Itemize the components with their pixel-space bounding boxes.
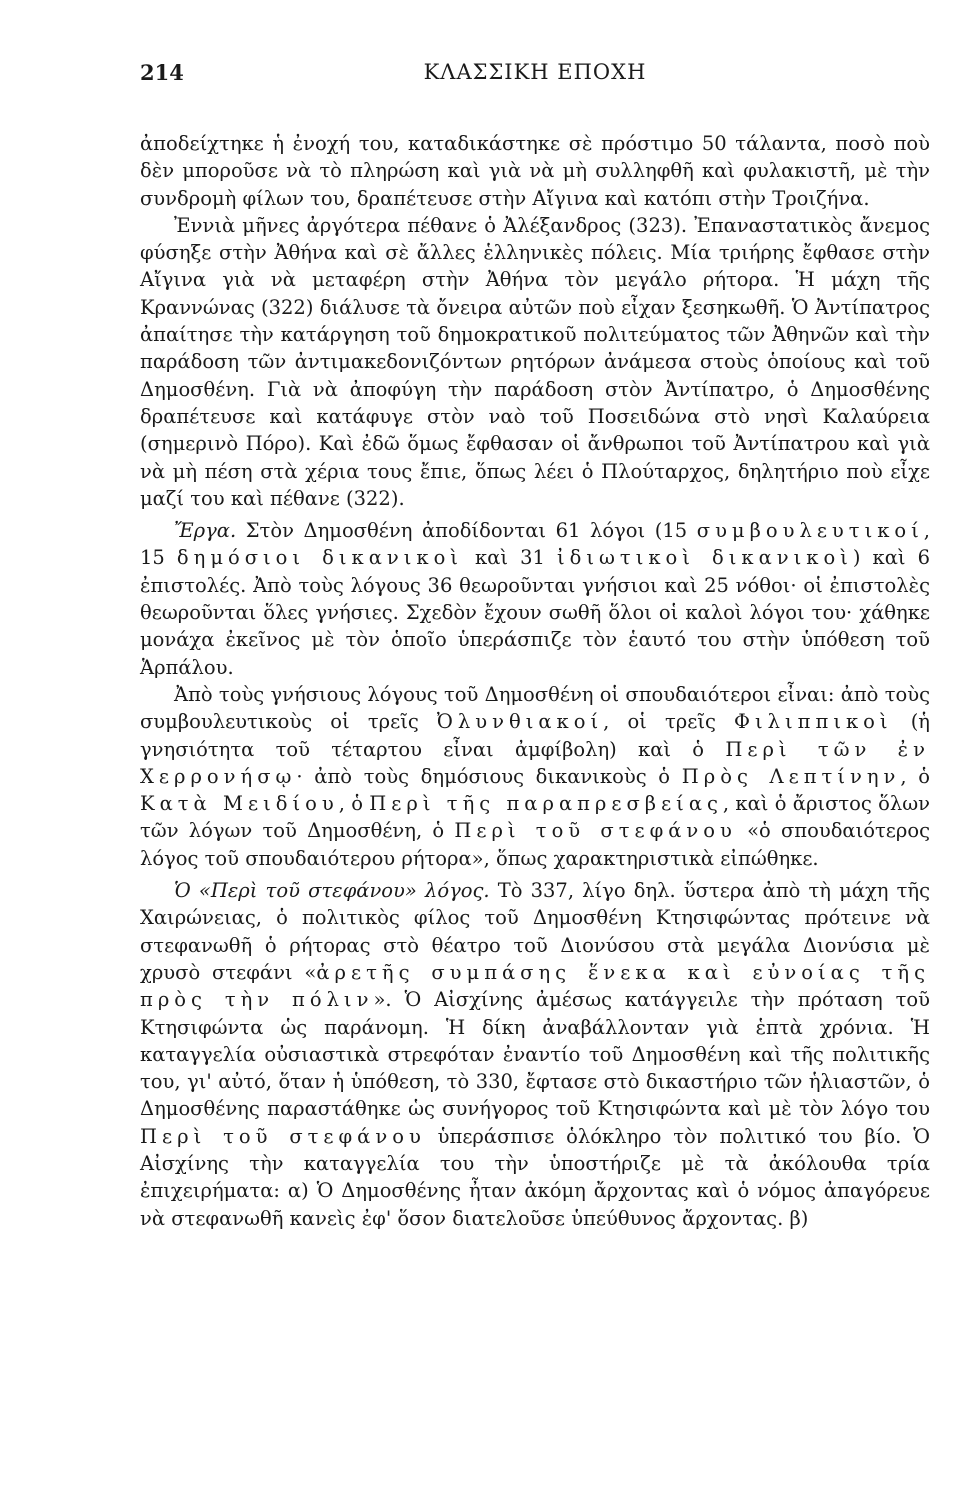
paragraph-1: ἀποδείχτηκε ἡ ἐνοχή του, καταδικάστηκε σὲ πρόστιμο 50 τάλαντα, ποσὸ ποὺ δὲν μποροῦσε νὰ τὸ πληρώση καὶ γιὰ νὰ μὴ συλληφθῆ καὶ φυλακιστῆ, μὲ τὴν συνδρομὴ φίλων του, δραπέτευσε στὴν Αἴγινα καὶ κατόπι στὴν Τροιζήνα. [140,132,930,210]
text-run: Ἀπὸ τοὺς γνήσιους λόγους τοῦ Δημοσθένη οἱ σπουδαιότεροι εἶναι: ἀπὸ τοὺς συμβουλευτικοὺς οἱ τρεῖς [140,682,930,734]
paragraph-works [140,517,930,681]
text-run: «ὁ σπουδαιότερος λόγος τοῦ σπουδαιότερου ρήτορα», ὅπως χαρακτηριστικὰ εἰπώθηκε. [140,819,930,870]
spaced-term: συμβουλευτικοί [696,519,924,543]
paragraph-genuine-speeches [140,681,930,872]
text-run: , 15 [140,519,930,570]
section-heading-works: Ἔργα. [174,519,237,543]
text-run: Στὸν Δημοσθένη ἀποδίδονται 61 λόγοι (15 [236,519,697,543]
spaced-term: ἰδιωτικοὶ δικανικοὶ [557,546,853,570]
body-text [140,130,930,1232]
spaced-term: δημόσιοι δικανικοὶ [176,546,463,570]
text-run: Τὸ 337, λίγο δηλ. ὕστερα ἀπὸ τὴ μάχη τῆς Χαιρώνειας, ὁ πολιτικὸς φίλος τοῦ Δημοσθένη Κτησιφώντας πρότεινε νὰ στεφανωθῆ ὁ ρήτορας στὸ θέατρο τοῦ Διονύσου στὰ μεγάλα Διονύσια μὲ χρυσὸ στεφάνι « [140,879,930,984]
paragraph-2: Ἐννιὰ μῆνες ἀργότερα πέθανε ὁ Ἀλέξανδρος (323). Ἐπαναστατικὸς ἄνεμος φύσηξε στὴν Ἀθήνα καὶ σὲ ἄλλες ἑλληνικὲς πόλεις. Μία τριήρης ἔφθασε στὴν Αἴγινα γιὰ νὰ μεταφέρη στὴν Ἀθήνα τὸν μεγάλο ρήτορα. Ἡ μάχη τῆς Κραννώνας (322) διάλυσε τὰ ὄνειρα αὐτῶν ποὺ εἶχαν ξεσηκωθῆ. Ὁ Ἀντίπατρος ἀπαίτησε τὴν κατάργηση τοῦ δημοκρατικοῦ πολιτεύματος τῶν Ἀθηνῶν καὶ τὴν παράδοση τῶν ἀντιμακεδονιζόντων ρητόρων ἀνάμεσα στοὺς ὁποίους καὶ τοῦ Δημοσθένη. Γιὰ νὰ ἀποφύγη τὴν παράδοση στὸν Ἀντίπατρο, ὁ Δημοσθένης δραπέτευσε καὶ κατάφυγε στὸν ναὸ τοῦ Ποσειδώνα στὸ νησὶ Καλαύρεια (σημερινὸ Πόρο). Καὶ ἐδῶ ὅμως ἔφθασαν οἱ ἄνθρωποι τοῦ Ἀντίπατρου καὶ γιὰ νὰ μὴ πέση στὰ χέρια τους ἔπιε, ὅπως λέει ὁ Πλούταρχος, δηλητήριο ποὺ εἶχε μαζί του καὶ πέθανε (322). [140,213,930,510]
page-header [140,60,930,96]
text-run: (ἡ γνησιότητα τοῦ τέταρτου εἶναι ἀμφίβολη) καὶ ὁ [140,710,930,761]
running-title: ΚΛΑΣΣΙΚΗ ΕΠΟΧΗ [423,60,647,84]
text-run: , καὶ ὁ ἄριστος ὅλων τῶν λόγων τοῦ Δημοσθένη, ὁ [140,792,930,843]
text-run: , ὁ [900,764,930,788]
text-run: · ἀπὸ τοὺς δημόσιους δικανικοὺς ὁ [296,764,682,788]
text-run: ». Ὁ Αἰσχίνης ἀμέσως κατάγγειλε τὴν πρόταση τοῦ Κτησιφώντα ὡς παράνομη. Ἡ δίκη ἀναβάλλονταν γιὰ ἑπτὰ χρόνια. Ἡ καταγγελία οὐσιαστικὰ στρεφόταν ἐναντίο τοῦ Δημοσθένη καὶ τῆς πολιτικῆς του, γι' αὐτό, ὅταν ἡ ὑπόθεση, τὸ 330, ἔφτασε στὸ δικαστήριο τῶν ἡλιαστῶν, ὁ Δημοσθένης παραστάθηκε ὡς συνήγορος τοῦ Κτησιφώντα καὶ μὲ τὸν λόγο του [140,988,930,1121]
paragraph-on-the-crown [140,877,930,1232]
speech-title: Περὶ τοῦ στεφάνου [454,819,737,843]
speech-title: Περὶ τῆς παραπρεσβείας [369,792,723,816]
speech-title: Ὀλυνθιακοί [436,710,604,734]
text-run: , οἱ τρεῖς [603,710,735,734]
text-run: , ὁ [338,792,370,816]
quoted-phrase: ἀρετῆς συμπάσης ἕνεκα καὶ εὐνοίας τῆς πρὸς τὴν πόλιν [140,960,931,1012]
speech-title: Φιλιππικοὶ [734,710,893,734]
section-heading-on-the-crown: Ὁ «Περὶ τοῦ στεφάνου» λόγος. [174,879,490,903]
speech-title: Περὶ τοῦ στεφάνου [140,1124,426,1148]
book-page [140,60,930,1232]
text-run: ὑπεράσπισε ὁλόκληρο τὸν πολιτικό του βίο. Ὁ Αἰσχίνης τὴν καταγγελία του τὴν ὑποστήριζε μὲ τὰ ἀκόλουθα τρία ἐπιχειρήματα: α) Ὁ Δημοσθένης ἦταν ἀκόμη ἄρχοντας καὶ ὁ νόμος ἀπαγόρευε νὰ στεφανωθῆ κανεὶς ἐφ' ὅσον διατελοῦσε ὑπεύθυνος ἄρχοντας. β) [140,1124,930,1230]
speech-title: Κατὰ Μειδίου [140,792,339,816]
text-run: ) καὶ 6 ἐπιστολές. Ἀπὸ τοὺς λόγους 36 θεωροῦνται γνήσιοι καὶ 25 νόθοι· οἱ ἐπιστολὲς θεωροῦνται ὅλες γνήσιες. Σχεδὸν ἔχουν σωθῆ ὅλοι οἱ καλοὶ λόγοι του· χάθηκε μονάχα ἐκεῖνος μὲ τὸν ὁποῖο ὑπεράσπιζε τὸν ἑαυτό του στὴν ὑπόθεση τοῦ Ἁρπάλου. [140,546,930,679]
speech-title: Περὶ τῶν ἐν Χερρονήσῳ [140,737,930,788]
page-number: 214 [140,60,184,85]
text-run: καὶ 31 [462,546,557,570]
speech-title: Πρὸς Λεπτίνην [681,764,901,788]
